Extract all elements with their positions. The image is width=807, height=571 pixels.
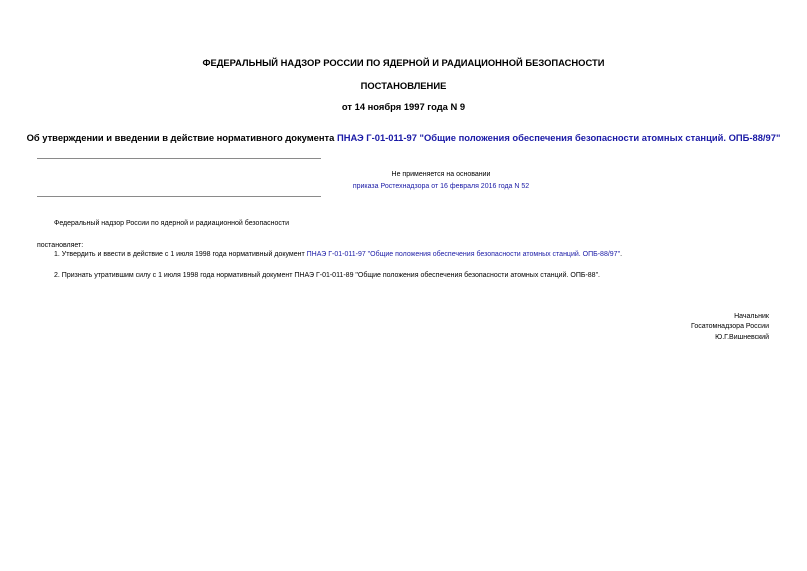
- item-1: [54, 251, 622, 258]
- document-title-prefix: Об утверждении и введении в действие нормативного документа: [26, 132, 337, 143]
- signature-name: Ю.Г.Вишневский: [715, 334, 769, 341]
- signature-position: Начальник: [734, 313, 769, 320]
- document-title-link[interactable]: ПНАЭ Г-01-011-97 "Общие положения обеспечения безопасности атомных станций. ОПБ-88/97": [336, 132, 781, 143]
- divider-bottom: [37, 196, 321, 197]
- document-title: [0, 132, 807, 143]
- issuer-text: Федеральный надзор России по ядерной и радиационной безопасности: [54, 220, 290, 227]
- divider-top: [37, 158, 321, 159]
- item-1-prefix: 1. Утвердить и ввести в действие с 1 июля 1998 года нормативный документ: [54, 251, 307, 258]
- item-1-link[interactable]: ПНАЭ Г-01-011-97 "Общие положения обеспечения безопасности атомных станций. ОПБ-88/97": [306, 251, 621, 258]
- item-2: 2. Признать утратившим силу с 1 июля 1998 года нормативный документ ПНАЭ Г-01-011-89 "Общие положения обеспечения безопасности атомных станций. ОПБ-88".: [54, 272, 600, 279]
- signature-agency: Госатомнадзора России: [691, 323, 769, 330]
- resolves-text: постановляет:: [37, 242, 84, 249]
- status-note-link[interactable]: приказа Ростехнадзора от 16 февраля 2016 года N 52: [352, 183, 530, 190]
- document-type-heading: ПОСТАНОВЛЕНИЕ: [360, 80, 447, 91]
- organization-heading: ФЕДЕРАЛЬНЫЙ НАДЗОР РОССИИ ПО ЯДЕРНОЙ И РАДИАЦИОННОЙ БЕЗОПАСНОСТИ: [202, 57, 605, 68]
- item-1-suffix: .: [620, 251, 623, 258]
- date-number-heading: от 14 ноября 1997 года N 9: [341, 101, 466, 112]
- status-note-text: Не применяется на основании: [391, 171, 491, 178]
